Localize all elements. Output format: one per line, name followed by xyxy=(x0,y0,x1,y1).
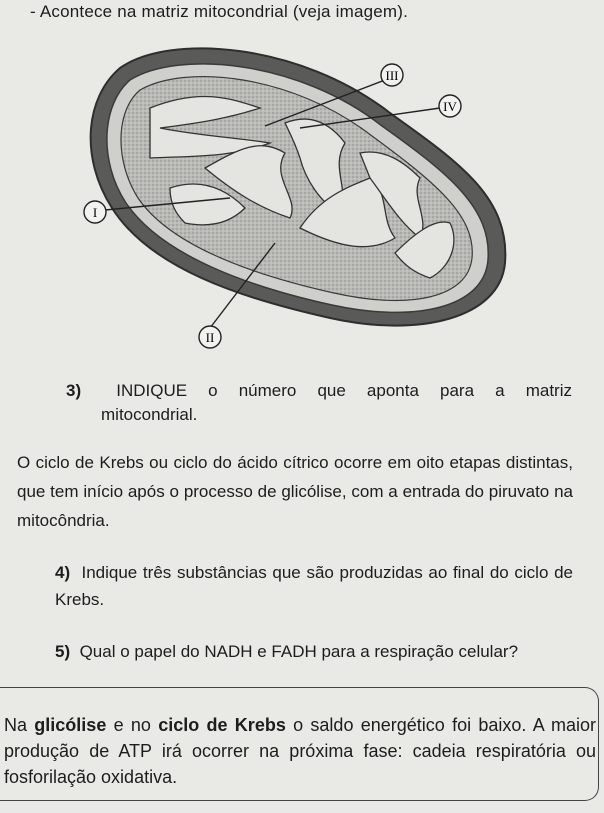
question-4-text: Indique três substâncias que são produzidas ao final do ciclo de Krebs. xyxy=(55,563,573,609)
krebs-paragraph: O ciclo de Krebs ou ciclo do ácido cítrico ocorre em oito etapas distintas, que tem início após o processo de glicólise, com a entrada do piruvato na mitocôndria. xyxy=(17,453,573,530)
svg-text:I: I xyxy=(92,205,98,220)
question-5 xyxy=(55,640,573,664)
svg-text:II: II xyxy=(205,330,215,345)
mitochondrion-figure xyxy=(0,28,604,368)
note-bold-glicolise: glicólise xyxy=(34,715,107,735)
label-II xyxy=(199,326,221,348)
header-text: - Acontece na matriz mitocondrial (veja imagem). xyxy=(30,2,409,21)
question-3-word: a xyxy=(495,381,505,400)
label-IV xyxy=(439,95,461,117)
question-5-text: Qual o papel do NADH e FADH para a respiração celular? xyxy=(79,642,519,661)
label-III xyxy=(381,64,403,86)
note-text xyxy=(4,712,596,790)
note-text-part: o saldo energético foi baixo. A maior produção de ATP irá ocorrer na próxima fase: cadeia respiratória ou fosforilação oxidativa. xyxy=(4,715,596,787)
question-5-number: 5) xyxy=(55,642,71,661)
question-3-word: o xyxy=(208,381,218,400)
svg-text:III: III xyxy=(385,68,399,83)
question-3 xyxy=(66,379,572,427)
question-3-line2: mitocondrial. xyxy=(101,405,198,424)
note-text-part: Na xyxy=(4,715,35,735)
label-I xyxy=(84,201,106,223)
svg-text:IV: IV xyxy=(443,99,457,114)
question-4 xyxy=(55,559,573,613)
question-3-word: aponta xyxy=(366,381,419,400)
question-3-word: que xyxy=(317,381,346,400)
question-3-word: INDIQUE xyxy=(116,381,188,400)
question-3-number: 3) xyxy=(66,381,82,400)
note-text-part: e no xyxy=(106,715,159,735)
note-bold-krebs: ciclo de Krebs xyxy=(158,715,286,735)
question-3-word: número xyxy=(238,381,297,400)
question-4-number: 4) xyxy=(55,563,71,582)
question-3-word: matriz xyxy=(525,381,572,400)
question-3-word: para xyxy=(440,381,475,400)
